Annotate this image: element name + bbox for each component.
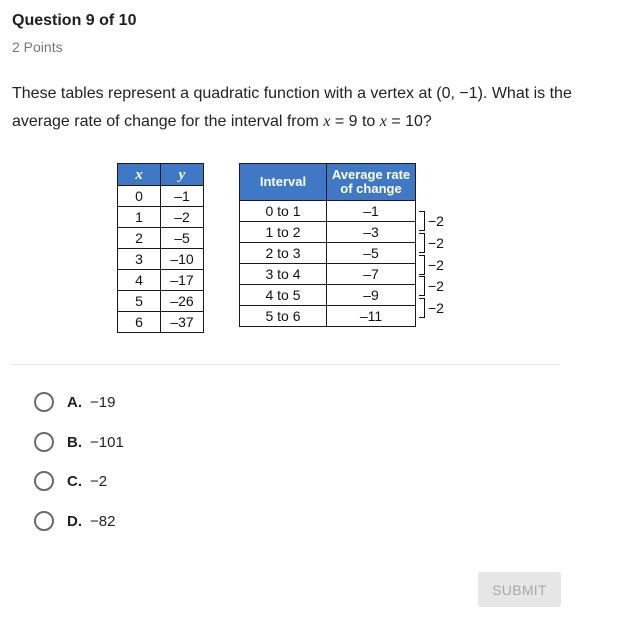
rate-cell-interval: 1 to 2 (240, 222, 327, 243)
choice-letter: A. (67, 393, 82, 411)
difference-annotation (419, 276, 444, 296)
question-text-part2: = 9 to (330, 113, 380, 130)
choice-letter: B. (67, 433, 82, 451)
table-row (240, 243, 416, 264)
rate-cell-interval: 3 to 4 (240, 264, 327, 285)
xy-cell-x: 1 (118, 207, 161, 228)
bracket-icon (419, 298, 425, 318)
difference-label: −2 (428, 213, 444, 229)
difference-label: −2 (428, 257, 444, 273)
rate-table-header-row (240, 164, 416, 201)
choice-a[interactable] (34, 392, 115, 412)
choice-c[interactable] (34, 471, 107, 491)
radio-button-c[interactable] (34, 471, 54, 491)
difference-annotation (419, 255, 444, 275)
xy-cell-y: –5 (161, 228, 204, 249)
choice-value: −101 (90, 433, 124, 451)
rate-cell-value: –9 (327, 285, 416, 306)
table-row (118, 249, 204, 270)
difference-label: −2 (428, 278, 444, 294)
choice-letter: D. (67, 512, 82, 530)
rate-header-interval: Interval (240, 164, 327, 201)
xy-cell-y: –10 (161, 249, 204, 270)
table-row (240, 285, 416, 306)
bracket-icon (419, 211, 425, 231)
bracket-icon (419, 255, 425, 275)
xy-cell-y: –2 (161, 207, 204, 228)
xy-cell-y: –1 (161, 186, 204, 207)
bracket-icon (419, 276, 425, 296)
rate-cell-value: –1 (327, 201, 416, 222)
question-title: Question 9 of 10 (12, 12, 137, 29)
xy-cell-x: 5 (118, 291, 161, 312)
rate-header-average-rate: Average rate of change (327, 164, 416, 201)
xy-cell-x: 2 (118, 228, 161, 249)
question-points: 2 Points (12, 39, 63, 55)
rate-cell-value: –11 (327, 306, 416, 327)
difference-label: −2 (428, 300, 444, 316)
question-var-x1: x (323, 113, 331, 130)
difference-label: −2 (428, 235, 444, 251)
rate-of-change-table (239, 163, 416, 327)
rate-cell-interval: 4 to 5 (240, 285, 327, 306)
xy-header-x: x (118, 164, 161, 186)
rate-cell-value: –7 (327, 264, 416, 285)
rate-cell-interval: 2 to 3 (240, 243, 327, 264)
xy-cell-y: –37 (161, 312, 204, 333)
choice-value: −19 (90, 393, 116, 411)
table-row (118, 270, 204, 291)
xy-cell-x: 3 (118, 249, 161, 270)
table-row (118, 228, 204, 249)
table-row (240, 201, 416, 222)
choice-value: −82 (90, 512, 116, 530)
table-row (118, 186, 204, 207)
xy-table (117, 163, 204, 333)
xy-table-header-row (118, 164, 204, 186)
choice-b[interactable] (34, 432, 124, 452)
question-text-part3: = 10? (386, 113, 432, 130)
table-row (118, 207, 204, 228)
table-row (118, 291, 204, 312)
xy-cell-y: –17 (161, 270, 204, 291)
rate-cell-value: –5 (327, 243, 416, 264)
xy-cell-x: 6 (118, 312, 161, 333)
choice-value: −2 (90, 472, 108, 490)
radio-button-d[interactable] (34, 511, 54, 531)
section-divider (12, 364, 560, 365)
rate-cell-value: –3 (327, 222, 416, 243)
xy-header-y: y (161, 164, 204, 186)
question-text-part1: These tables represent a quadratic function with a vertex at (0, −1). What is the average rate of change for the interval from (12, 85, 572, 130)
bracket-icon (419, 233, 425, 253)
xy-cell-x: 4 (118, 270, 161, 291)
table-row (240, 264, 416, 285)
xy-cell-y: –26 (161, 291, 204, 312)
rate-cell-interval: 0 to 1 (240, 201, 327, 222)
rate-cell-interval: 5 to 6 (240, 306, 327, 327)
radio-button-b[interactable] (34, 432, 54, 452)
xy-cell-x: 0 (118, 186, 161, 207)
choice-d[interactable] (34, 511, 115, 531)
question-text (12, 80, 572, 136)
question-var-x2: x (379, 113, 387, 130)
table-row (240, 222, 416, 243)
table-row (118, 312, 204, 333)
submit-button[interactable]: SUBMIT (478, 572, 561, 607)
difference-annotation (419, 233, 444, 253)
choice-letter: C. (67, 472, 82, 490)
radio-button-a[interactable] (34, 392, 54, 412)
difference-annotation (419, 298, 444, 318)
difference-annotation (419, 211, 444, 231)
table-row (240, 306, 416, 327)
